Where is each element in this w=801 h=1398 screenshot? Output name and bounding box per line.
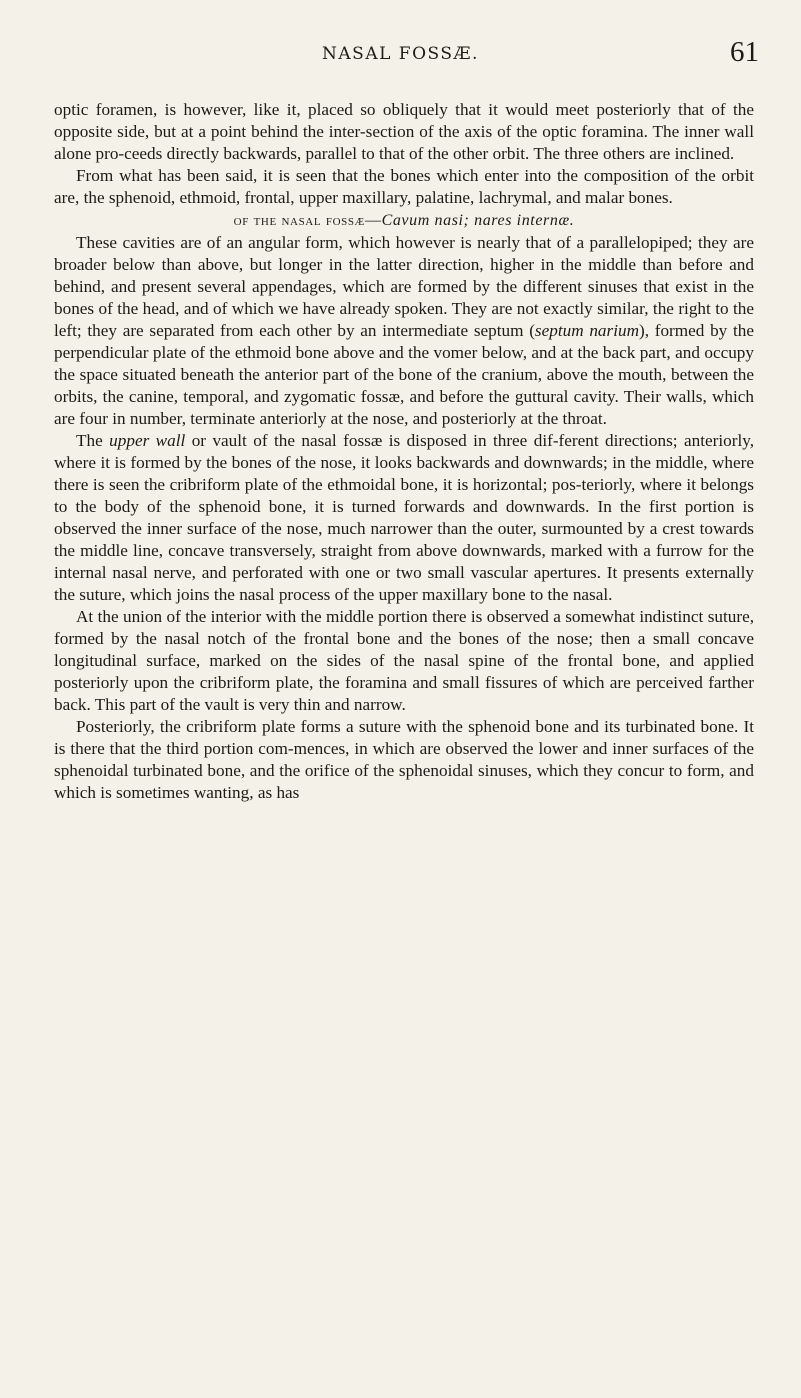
paragraph-posteriorly: Posteriorly, the cribriform plate forms a suture with the sphenoid bone and its turbinated bone. It is there that the third portion com-mences, in which are observed the lower and inner surfaces of the sphenoidal turbinated bone, and the orifice of the sphenoidal sinuses, which they concur to form, and which is sometimes wanting, as has: [54, 717, 754, 802]
section-heading-separator: —: [364, 212, 382, 229]
paragraph-upper-wall: [54, 430, 754, 606]
running-head: [0, 36, 801, 76]
paragraph-upper-wall-text-b: or vault of the nasal fossæ is disposed in three dif-ferent directions; anteriorly, where it is formed by the bones of the nose, it looks backwards and downwards; in the middle, where there is seen the cribriform plate of the ethmoidal bone, it is horizontal; pos-teriorly, where it belongs to the body of the sphenoid bone, it is turned forwards and downwards. In the first portion is observed the inner surface of the nose, much narrower than the outer, surmounted by a crest towards the middle line, concave transversely, straight from above downwards, marked with a furrow for the internal nasal nerve, and perforated with one or two small vascular apertures. It presents externally the suture, which joins the nasal process of the upper maxillary bone to the nasal.: [54, 431, 754, 604]
paragraph-cavities-text-b: ), formed by the perpendicular plate of the ethmoid bone above and the vomer below, and at the back part, and occupy the space situated beneath the anterior part of the bone of the cranium, above the mouth, between the orbits, the canine, temporal, and zygomatic fossæ, and before the guttural cavity. Their walls, which are four in number, terminate anteriorly at the nose, and posteriorly at the throat.: [54, 321, 754, 428]
running-title: NASAL FOSSÆ.: [322, 44, 479, 64]
paragraph-cavities-text-a: These cavities are of an angular form, which however is nearly that of a parallelopiped; they are broader below than above, but longer in the latter direction, higher in the middle than before and behind, and present several appendages, which are formed by the different sinuses that exist in the bones of the head, and of which we have already spoken. They are not exactly similar, the right to the left; they are separated from each other by an intermediate septum (: [54, 233, 754, 340]
body-text: [54, 99, 754, 804]
paragraph-upper-wall-text-a: The: [76, 431, 110, 450]
page-number: 61: [730, 36, 759, 68]
upper-wall-term: upper wall: [109, 431, 186, 450]
section-heading: [54, 209, 754, 232]
paragraph-cavities: [54, 232, 754, 430]
section-heading-latin: Cavum nasi; nares internæ.: [381, 212, 575, 229]
paragraph-orbit-continued: optic foramen, is however, like it, placed so obliquely that it would meet posteriorly that of the opposite side, but at a point behind the inter-section of the axis of the optic foramina. The inner wall alone pro-ceeds directly backwards, parallel to that of the other orbit. The three others are inclined.: [54, 100, 754, 163]
septum-narium-term: septum narium: [534, 321, 639, 340]
section-heading-title: of the nasal fossæ: [233, 210, 365, 229]
paragraph-orbit-bones: From what has been said, it is seen that the bones which enter into the composition of the orbit are, the sphenoid, ethmoid, frontal, upper maxillary, palatine, lachrymal, and malar bones.: [54, 166, 754, 207]
paragraph-union: At the union of the interior with the middle portion there is observed a somewhat indistinct suture, formed by the nasal notch of the frontal bone and the bones of the nose; then a small concave longitudinal surface, marked on the sides of the nasal spine of the frontal bone, and applied posteriorly upon the cribriform plate, the foramina and small fissures of which are perceived farther back. This part of the vault is very thin and narrow.: [54, 607, 754, 714]
